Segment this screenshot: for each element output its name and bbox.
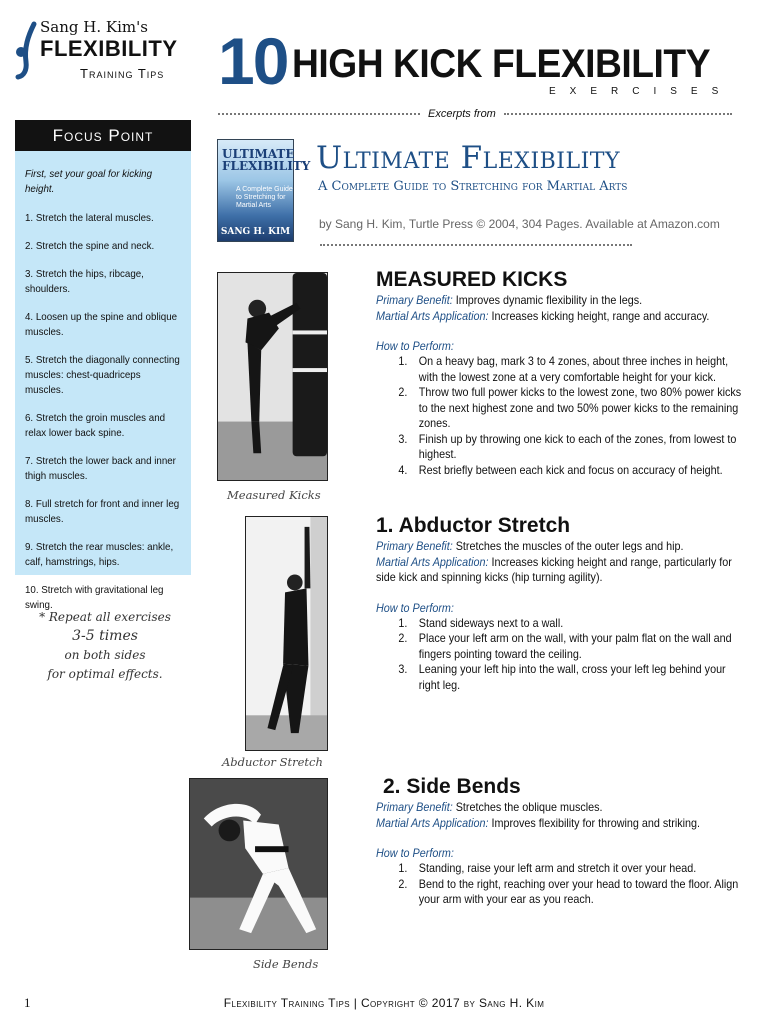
focus-point: 5. Stretch the diagonally connecting muscles: chest-quadriceps muscles. <box>25 355 180 396</box>
logo-sub: Training Tips <box>80 66 165 81</box>
section-title: 1. Abductor Stretch <box>376 514 571 537</box>
section-side-bends <box>376 775 755 908</box>
martial-application: Martial Arts Application: Increases kicking height, range and accuracy. <box>376 309 710 323</box>
brand-logo <box>14 14 194 84</box>
abductor-stretch-caption: Abductor Stretch <box>222 755 323 769</box>
dotted-rule-byline <box>320 244 632 246</box>
focus-point: 4. Loosen up the spine and oblique muscles. <box>25 312 178 338</box>
section-abductor-stretch <box>376 514 748 693</box>
step-item: 2. Bend to the right, reaching over your head to toward the floor. Align your arm with your ear as you reach. <box>398 877 739 906</box>
book-cover-image <box>217 139 311 242</box>
page-title: HIGH KICK FLEXIBILITY <box>292 42 711 86</box>
martial-application: Martial Arts Application: Increases kicking height and range, particularly for side kick and spinning kicks (hip turning agility). <box>376 555 732 584</box>
side-bends-photo <box>189 778 328 950</box>
focus-point: 7. Stretch the lower back and inner thigh muscles. <box>25 456 176 482</box>
title-sub: EXERCISES <box>549 86 733 97</box>
step-item: 3. Finish up by throwing one kick to each of the zones, from lowest to highest. <box>398 432 737 461</box>
focus-point: 8. Full stretch for front and inner leg muscles. <box>25 499 180 525</box>
focus-point: 3. Stretch the hips, ribcage, shoulders. <box>25 269 144 295</box>
book-cover-subtitle: A Complete Guide to Stretching for Martial Arts <box>236 186 293 209</box>
section-measured-kicks <box>376 268 748 478</box>
step-item: 1. On a heavy bag, mark 3 to 4 zones, about three inches in height, with the lowest zone at a very comfortable height for your kick. <box>398 355 729 384</box>
focus-point: 2. Stretch the spine and neck. <box>25 241 155 252</box>
title-number: 10 <box>218 24 288 98</box>
book-title: Ultimate Flexibility <box>316 140 620 176</box>
measured-kicks-photo <box>217 272 328 481</box>
step-item: 2. Throw two full power kicks to the lowest zone, two 80% power kicks to the next highest zone and two 50% power kicks to the remaining zones. <box>398 386 742 430</box>
focus-point: 1. Stretch the lateral muscles. <box>25 213 154 224</box>
page-footer <box>0 995 768 1015</box>
logo-swoosh-icon <box>14 22 40 78</box>
book-cover-title: ULTIMATE FLEXIBILITY <box>222 147 311 173</box>
step-item: 1. Standing, raise your left arm and stretch it over your head. <box>398 862 697 875</box>
steps-list <box>376 616 748 694</box>
focus-intro: First, set your goal for kicking height. <box>25 169 153 195</box>
book-cover-author: SANG H. KIM <box>220 227 291 237</box>
excerpt-label: Excerpts from <box>428 108 496 120</box>
repeat-note <box>30 608 180 684</box>
step-item: 3. Leaning your left hip into the wall, cross your left leg behind your right leg. <box>398 663 726 692</box>
abductor-stretch-photo <box>245 516 328 751</box>
dotted-rule-right <box>504 113 732 115</box>
focus-point: 9. Stretch the rear muscles: ankle, calf, hamstrings, hips. <box>25 542 174 568</box>
book-subtitle: A Complete Guide to Stretching for Martial Arts <box>318 179 628 194</box>
step-item: 4. Rest briefly between each kick and focus on accuracy of height. <box>398 463 723 477</box>
repeat-line: for optimal effects. <box>47 667 163 681</box>
logo-author: Sang H. Kim's <box>40 18 148 36</box>
page-number: 1 <box>24 995 31 1010</box>
footer-text: Flexibility Training Tips | Copyright © 2017 by Sang H. Kim <box>223 996 545 1010</box>
step-item: 2. Place your left arm on the wall, with your palm flat on the wall and fingers pointing toward the ceiling. <box>398 632 732 661</box>
side-bends-caption: Side Bends <box>253 957 319 971</box>
book-byline: by Sang H. Kim, Turtle Press © 2004, 304 Pages. Available at Amazon.com <box>319 217 720 231</box>
section-title: 2. Side Bends <box>383 775 521 798</box>
focus-box <box>15 151 191 611</box>
repeat-line: 3-5 times <box>72 628 138 644</box>
repeat-line: on both sides <box>64 648 146 662</box>
martial-application: Martial Arts Application: Improves flexibility for throwing and striking. <box>376 816 701 830</box>
how-to-label: How to Perform: <box>376 340 454 353</box>
focus-point: 6. Stretch the groin muscles and relax lower back spine. <box>25 413 166 439</box>
repeat-line: * Repeat all exercises <box>39 610 171 624</box>
primary-benefit: Primary Benefit: Stretches the oblique muscles. <box>376 801 603 814</box>
step-item: 1. Stand sideways next to a wall. <box>398 616 564 630</box>
primary-benefit: Primary Benefit: Stretches the muscles of the outer legs and hip. <box>376 540 684 553</box>
section-title: MEASURED KICKS <box>376 268 568 291</box>
how-to-label: How to Perform: <box>376 847 454 860</box>
focus-heading: Focus Point <box>15 120 191 151</box>
focus-point: 10. Stretch with gravitational leg swing. <box>25 585 164 611</box>
how-to-label: How to Perform: <box>376 601 454 615</box>
steps-list <box>376 861 755 908</box>
measured-kicks-caption: Measured Kicks <box>227 488 321 502</box>
dotted-rule-left <box>218 113 420 115</box>
primary-benefit: Primary Benefit: Improves dynamic flexibility in the legs. <box>376 294 643 307</box>
logo-brand: FLEXIBILITY <box>40 36 178 61</box>
steps-list <box>376 354 748 478</box>
